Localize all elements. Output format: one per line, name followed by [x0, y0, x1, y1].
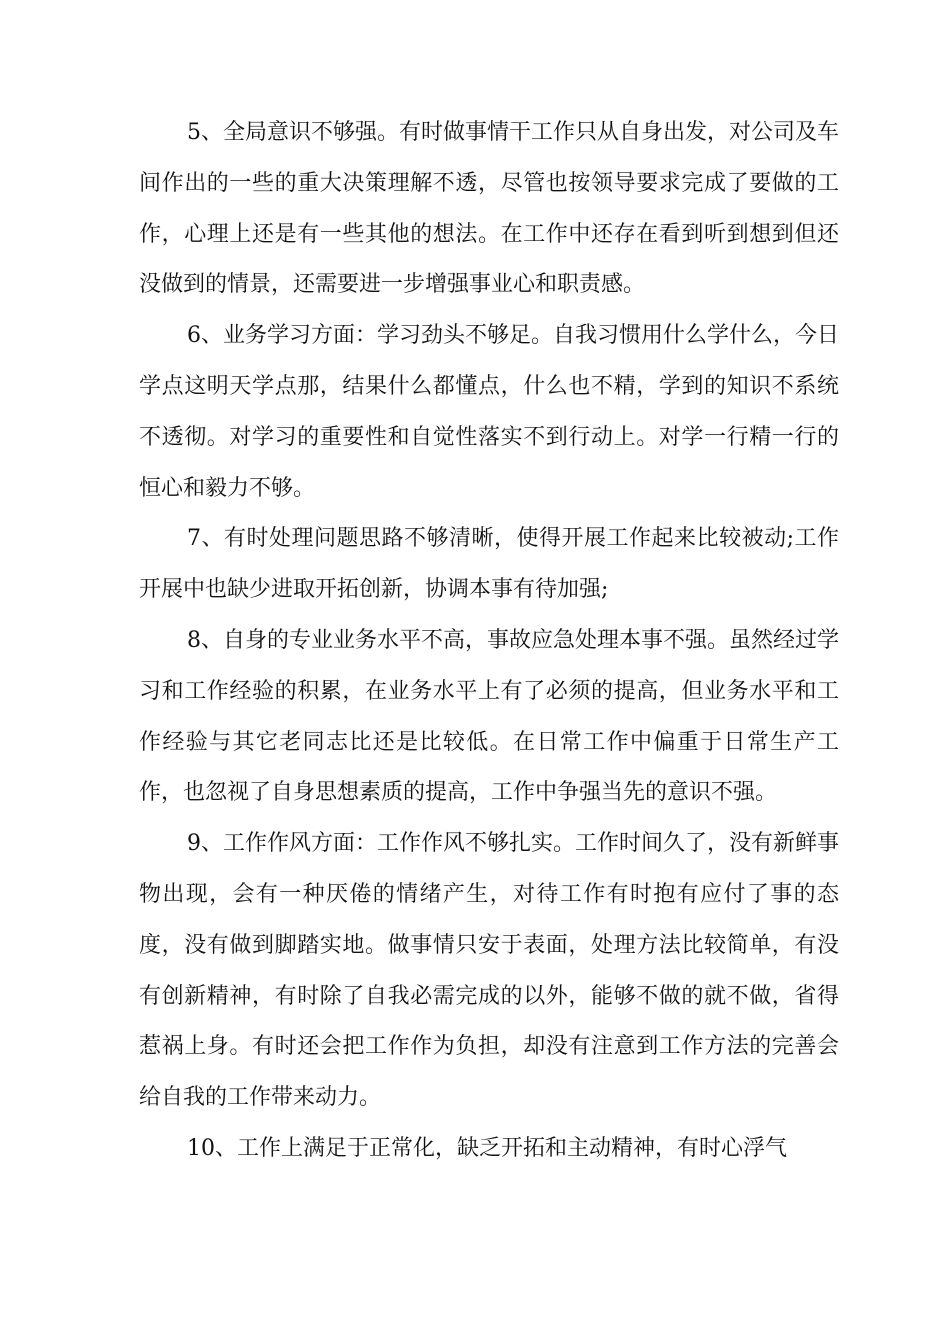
document-body [139, 108, 839, 1175]
paragraph-item-8: 8、自身的专业业务水平不高，事故应急处理本事不强。虽然经过学习和工作经验的积累，在业务水平上有了必须的提高，但业务水平和工作经验与其它老同志比还是比较低。在日常工作中偏重于日常生产工作，也忽视了自身思想素质的提高，工作中争强当先的意识不强。 [139, 627, 839, 806]
paragraph-item-6: 6、业务学习方面：学习劲头不够足。自我习惯用什么学什么，今日学点这明天学点那，结果什么都懂点，什么也不精，学到的知识不系统不透彻。对学习的重要性和自觉性落实不到行动上。对学一行精一行的恒心和毅力不够。 [139, 323, 839, 501]
paragraph-item-5: 5、全局意识不够强。有时做事情干工作只从自身出发，对公司及车间作出的一些的重大决策理解不透，尽管也按领导要求完成了要做的工作，心理上还是有一些其他的想法。在工作中还存在看到听到想到但还没做到的情景，还需要进一步增强事业心和职责感。 [139, 120, 839, 298]
paragraph-item-9: 9、工作作风方面：工作作风不够扎实。工作时间久了，没有新鲜事物出现，会有一种厌倦的情绪产生，对待工作有时抱有应付了事的态度，没有做到脚踏实地。做事情只安于表面，处理方法比较简单，有没有创新精神，有时除了自我必需完成的以外，能够不做的就不做，省得惹祸上身。有时还会把工作作为负担，却没有注意到工作方法的完善会给自我的工作带来动力。 [139, 831, 839, 1111]
paragraph-item-10: 10、工作上满足于正常化，缺乏开拓和主动精神，有时心浮气 [187, 1135, 787, 1161]
paragraph-item-7: 7、有时处理问题思路不够清晰，使得开展工作起来比较被动;工作开展中也缺少进取开拓创新，协调本事有待加强; [139, 526, 839, 603]
